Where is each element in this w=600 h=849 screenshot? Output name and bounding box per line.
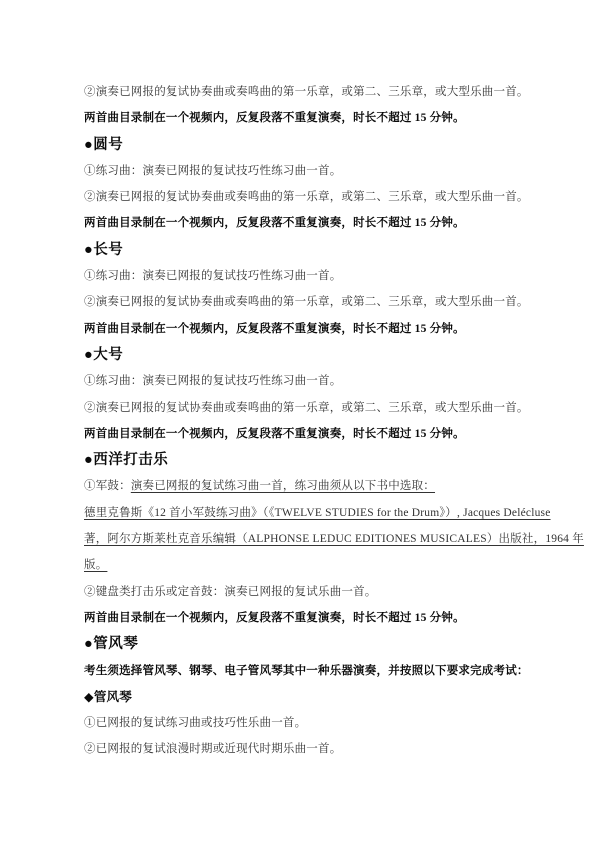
bullet-icon: ● (84, 136, 94, 153)
requirement-item-snare (84, 473, 518, 499)
document-content (84, 0, 584, 763)
section-header-western-percussion (84, 447, 518, 473)
diamond-icon: ◆ (84, 689, 94, 704)
book-reference-line: 版。 (84, 559, 108, 572)
section-title: 大号 (93, 346, 124, 363)
requirement-item: ②演奏已网报的复试协奏曲或奏鸣曲的第一乐章，或第二、三乐章，或大型乐曲一首。 (84, 296, 529, 309)
requirement-item: ②演奏已网报的复试协奏曲或奏鸣曲的第一乐章，或第二、三乐章，或大型乐曲一首。 (84, 401, 529, 414)
section-header-tuba (84, 342, 518, 368)
requirement-item: ②键盘类打击乐或定音鼓：演奏已网报的复试乐曲一首。 (84, 585, 377, 598)
section-header-organ (84, 631, 518, 657)
bullet-icon: ● (84, 452, 94, 469)
requirement-item: ①已网报的复试练习曲或技巧性乐曲一首。 (84, 717, 307, 730)
bullet-icon: ● (84, 241, 94, 258)
subsection-header-pipe-organ (84, 684, 518, 710)
section-title: 长号 (93, 241, 124, 258)
section-title: 圆号 (93, 136, 124, 153)
bullet-icon: ● (84, 346, 94, 363)
requirement-item: ①练习曲：演奏已网报的复试技巧性练习曲一首。 (84, 270, 342, 283)
requirement-item: ②演奏已网报的复试协奏曲或奏鸣曲的第一乐章，或第二、三乐章，或大型乐曲一首。 (84, 86, 529, 98)
book-reference (84, 500, 584, 579)
section-header-trombone (84, 237, 518, 263)
bullet-icon: ● (84, 636, 94, 653)
book-reference-line: 德里克鲁斯《12 首小军鼓练习曲》（《TWELVE STUDIES for the Drum》）, Jacques Delécluse (84, 506, 551, 519)
requirement-item: ①练习曲：演奏已网报的复试技巧性练习曲一首。 (84, 164, 342, 177)
snare-label: ①军鼓： (84, 480, 131, 493)
recording-note: 两首曲目录制在一个视频内，反复段落不重复演奏，时长不超过 15 分钟。 (84, 112, 465, 125)
requirement-item: ②演奏已网报的复试协奏曲或奏鸣曲的第一乐章，或第二、三乐章，或大型乐曲一首。 (84, 191, 529, 204)
requirement-item: ②已网报的复试浪漫时期或近现代时期乐曲一首。 (84, 743, 342, 756)
recording-note: 两首曲目录制在一个视频内，反复段落不重复演奏，时长不超过 15 分钟。 (84, 427, 465, 440)
recording-note: 两首曲目录制在一个视频内，反复段落不重复演奏，时长不超过 15 分钟。 (84, 322, 465, 335)
book-reference-line: 著，阿尔方斯莱杜克音乐编辑（ALPHONSE LEDUC EDITIONES MUSICALES）出版社，1964 年 (84, 533, 584, 546)
organ-intro: 考生须选择管风琴、钢琴、电子管风琴其中一种乐器演奏，并按照以下要求完成考试： (84, 664, 529, 677)
section-title: 西洋打击乐 (93, 452, 169, 469)
snare-requirement-underlined: 演奏已网报的复试练习曲一首，练习曲须从以下书中选取： (130, 480, 436, 493)
recording-note: 两首曲目录制在一个视频内，反复段落不重复演奏，时长不超过 15 分钟。 (84, 217, 465, 230)
section-title: 管风琴 (93, 636, 139, 653)
subsection-title: 管风琴 (93, 689, 132, 704)
section-header-french-horn (84, 132, 518, 158)
recording-note: 两首曲目录制在一个视频内，反复段落不重复演奏，时长不超过 15 分钟。 (84, 611, 465, 624)
requirement-item: ①练习曲：演奏已网报的复试技巧性练习曲一首。 (84, 375, 342, 388)
